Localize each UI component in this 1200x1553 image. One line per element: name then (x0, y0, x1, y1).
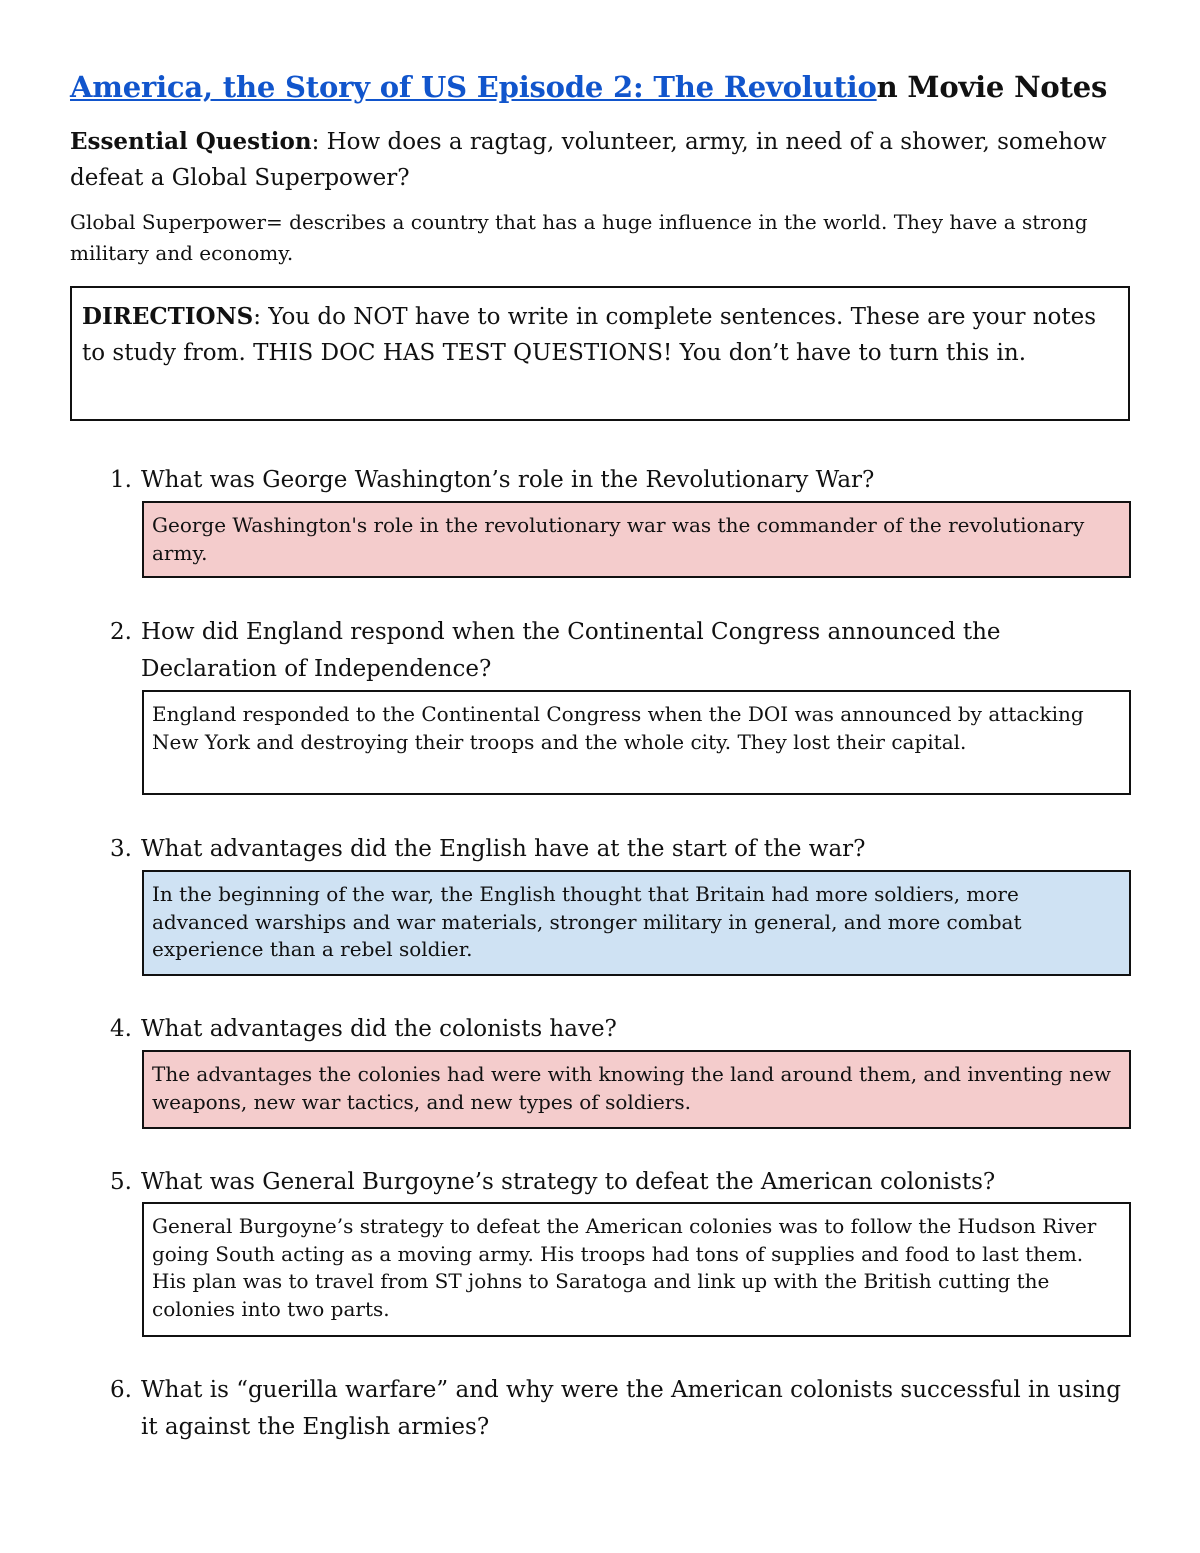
title-link[interactable]: America, the Story of US Episode 2: The Revolutio (70, 70, 877, 104)
question-text: What advantages did the colonists have? (141, 1016, 617, 1042)
superpower-definition: Global Superpower= describes a country that has a huge influence in the world. They have a strong military and economy. (70, 210, 1088, 265)
question-6 (100, 1372, 1140, 1446)
question-3 (100, 831, 1140, 868)
question-1 (100, 462, 1140, 499)
directions-box (70, 286, 1130, 421)
essential-question-label: Essential Question (70, 128, 312, 155)
answer-box-2[interactable]: England responded to the Continental Congress when the DOI was announced by attacking New York and destroying their troops and the whole city. They lost their capital. (142, 690, 1131, 795)
question-text: What is “guerilla warfare” and why were the American colonists successful in using it against the English armies? (141, 1377, 1121, 1440)
question-number: 3. (110, 836, 132, 862)
question-number: 1. (110, 467, 132, 493)
essential-question-text: : How does a ragtag, volunteer, army, in need of a shower, somehow defeat a Global Superpower? (70, 129, 1107, 191)
directions-label: DIRECTIONS (82, 303, 254, 330)
question-number: 2. (110, 619, 132, 645)
directions-text: : You do NOT have to write in complete sentences. These are your notes to study from. THIS DOC HAS TEST QUESTIONS! You don’t have to turn this in. (82, 304, 1097, 366)
question-number: 6. (110, 1377, 132, 1403)
question-number: 5. (110, 1169, 132, 1195)
title-suffix: n Movie Notes (876, 70, 1108, 104)
question-text: How did England respond when the Continental Congress announced the Declaration of Independence? (141, 619, 1001, 682)
answer-box-1[interactable]: George Washington's role in the revolutionary war was the commander of the revolutionary army. (142, 501, 1131, 578)
question-5 (100, 1164, 1140, 1201)
question-2 (100, 614, 1140, 688)
question-text: What advantages did the English have at the start of the war? (141, 836, 866, 862)
answer-box-4[interactable]: The advantages the colonies had were with knowing the land around them, and inventing new weapons, new war tactics, and new types of soldiers. (142, 1050, 1131, 1129)
question-number: 4. (110, 1016, 132, 1042)
question-text: What was George Washington’s role in the Revolutionary War? (141, 467, 875, 493)
page-title (70, 70, 1150, 104)
answer-box-3[interactable]: In the beginning of the war, the English thought that Britain had more soldiers, more advanced warships and war materials, stronger military in general, and more combat experience than a rebel soldier. (142, 870, 1131, 976)
essential-question (70, 124, 1145, 196)
question-4 (100, 1011, 1140, 1048)
question-text: What was General Burgoyne’s strategy to defeat the American colonists? (141, 1169, 996, 1195)
answer-box-5[interactable]: General Burgoyne’s strategy to defeat the American colonies was to follow the Hudson River going South acting as a moving army. His troops had tons of supplies and food to last them. His plan was to travel from ST johns to Saratoga and link up with the British cutting the colonies into two parts. (142, 1202, 1131, 1337)
